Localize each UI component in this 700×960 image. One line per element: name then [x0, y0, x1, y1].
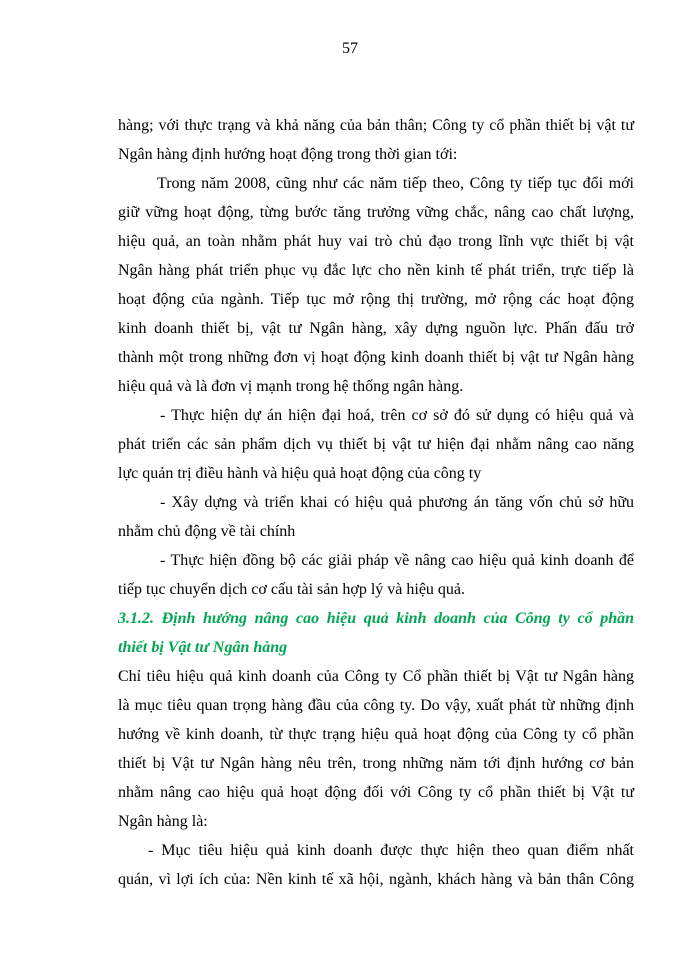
text-line: hàng; với thực trạng và khả năng của bản thân; Công ty cổ phần thiết bị vật tư — [118, 117, 634, 134]
text-line: - Thực hiện dự án hiện đại hoá, trên cơ sở đó sử dụng có hiệu quả và — [160, 407, 634, 424]
text-line: Ngân hàng phát triển phục vụ đắc lực cho nền kinh tế phát triển, trực tiếp là — [118, 262, 634, 279]
text-line: - Xây dựng và triển khai có hiệu quả phương án tăng vốn chủ sở hữu — [160, 494, 634, 511]
text-line: Ngân hàng định hướng hoạt động trong thời gian tới: — [118, 146, 458, 163]
text-line: nhằm chủ động về tài chính — [118, 523, 296, 540]
text-line: Chỉ tiêu hiệu quả kinh doanh của Công ty Cổ phần thiết bị Vật tư Ngân hàng — [118, 668, 634, 685]
text-line: thiết bị Vật tư Ngân hàng nêu trên, trong những năm tới định hướng cơ bản — [118, 755, 634, 772]
text-line: quán, vì lợi ích của: Nền kinh tế xã hội, ngành, khách hàng và bản thân Công — [118, 871, 634, 888]
text-line: lực quản trị điều hành và hiệu quả hoạt động của công ty — [118, 465, 482, 482]
text-line: Trong năm 2008, cũng như các năm tiếp theo, Công ty tiếp tục đổi mới — [157, 175, 634, 192]
text-line: thành một trong những đơn vị hoạt động kinh doanh thiết bị vật tư Ngân hàng — [118, 349, 634, 366]
text-line: kinh doanh thiết bị, vật tư Ngân hàng, xây dựng nguồn lực. Phấn đấu trở — [118, 320, 634, 337]
text-line: giữ vững hoạt động, từng bước tăng trưởng vững chắc, nâng cao chất lượng, — [118, 204, 634, 221]
text-line: hướng về kinh doanh, từ thực trạng hiệu quả hoạt động của Công ty cổ phần — [118, 726, 634, 743]
text-line: - Thực hiện đồng bộ các giải pháp về nâng cao hiệu quả kinh doanh để — [160, 552, 634, 569]
section-heading: 3.1.2. Định hướng nâng cao hiệu quả kinh doanh của Công ty cổ phần — [118, 610, 634, 627]
section-heading: thiết bị Vật tư Ngân hàng — [118, 639, 288, 656]
text-line: Ngân hàng là: — [118, 813, 208, 830]
text-line: hiệu quả, an toàn nhằm phát huy vai trò chủ đạo trong lĩnh vực thiết bị vật — [118, 233, 634, 250]
text-line: hoạt động của ngành. Tiếp tục mở rộng thị trường, mở rộng các hoạt động — [118, 291, 634, 308]
text-line: phát triển các sản phẩm dịch vụ thiết bị vật tư hiện đại nhằm nâng cao năng — [118, 436, 634, 453]
text-line: - Mục tiêu hiệu quả kinh doanh được thực hiện theo quan điểm nhất — [148, 842, 634, 859]
text-line: là mục tiêu quan trọng hàng đầu của công ty. Do vậy, xuất phát từ những định — [118, 697, 634, 714]
text-line: tiếp tục chuyển dịch cơ cấu tài sản hợp lý và hiệu quả. — [118, 581, 466, 598]
page-number: 57 — [342, 40, 358, 57]
text-line: nhằm nâng cao hiệu quả hoạt động đối với Công ty cổ phần thiết bị Vật tư — [118, 784, 634, 801]
text-line: hiệu quả và là đơn vị mạnh trong hệ thống ngân hàng. — [118, 378, 464, 395]
